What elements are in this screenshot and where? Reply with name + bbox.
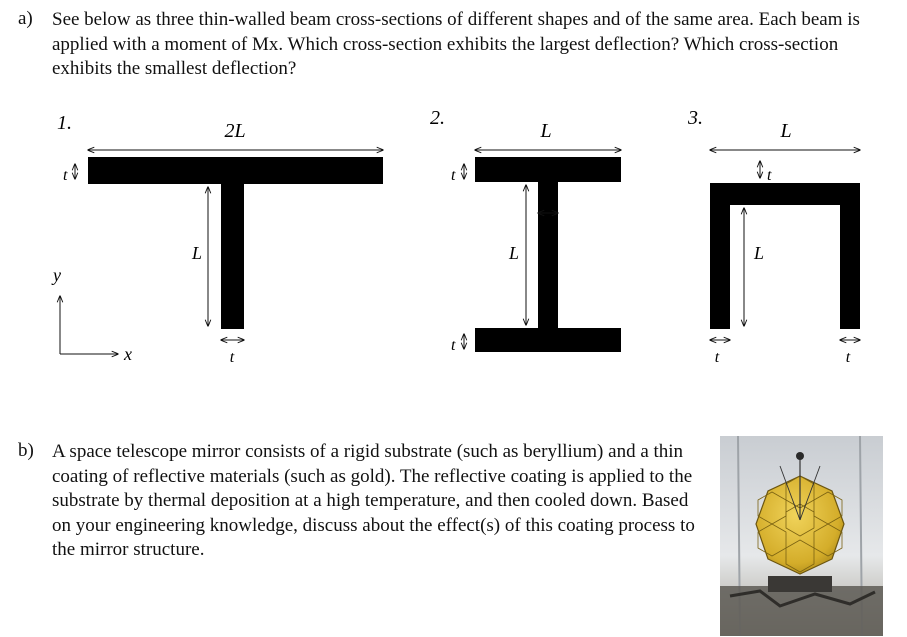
- section-1-thickness-label-bottom: t: [229, 349, 235, 366]
- section-1-thickness-label-top: t: [63, 167, 68, 184]
- question-a-text: See below as three thin-walled beam cross-sections of different shapes and of the same area. Each beam is applied with a moment of Mx. Which cross-section exhibits the largest deflection? Which cross-section exhibits the smallest deflection?: [52, 9, 860, 79]
- photo-mirror-mount: [768, 576, 832, 592]
- section-3-thickness-label-top: t: [767, 167, 772, 184]
- section-3-top-flange: [710, 183, 860, 205]
- question-a-marker: a): [18, 8, 33, 29]
- section-1-number: 1.: [57, 112, 72, 134]
- y-axis-label: y: [53, 265, 61, 285]
- question-b-text: A space telescope mirror consists of a rigid substrate (such as beryllium) and a thin coating of reflective materials (such as gold). The reflective coating is applied to the substrate by thermal deposition at a high temperature, and then cooled down. Based on your engineering knowledge, discuss about the effect(s) of this coating process to the mirror structure.: [52, 441, 695, 560]
- section-3-height-label: L: [753, 243, 765, 263]
- space-telescope-photo: [720, 436, 883, 636]
- i-section: [430, 107, 621, 354]
- coordinate-axes: [51, 265, 132, 364]
- question-b-marker: b): [18, 440, 34, 461]
- section-2-thickness-label-bottom: t: [451, 337, 456, 354]
- section-3-thickness-label-right: t: [845, 349, 851, 366]
- section-1-width-label: 2L: [224, 120, 246, 142]
- t-section: [57, 112, 383, 366]
- u-section: [687, 107, 860, 366]
- section-3-width-label: L: [780, 120, 792, 142]
- section-2-height-label: L: [508, 243, 520, 263]
- section-3-left-leg: [710, 205, 730, 329]
- section-1-web: [221, 184, 244, 329]
- section-2-number: 2.: [430, 107, 445, 129]
- section-2-top-flange: [475, 157, 621, 182]
- section-3-thickness-label-left: t: [714, 349, 720, 366]
- section-3-number: 3.: [688, 107, 703, 129]
- x-axis-label: x: [124, 344, 132, 364]
- section-2-width-label: L: [540, 120, 552, 142]
- section-1-flange: [88, 157, 383, 184]
- section-3-right-leg: [840, 205, 860, 329]
- section-2-thickness-label-top: t: [451, 167, 456, 184]
- section-1-height-label: L: [191, 243, 203, 263]
- section-2-bottom-flange: [475, 328, 621, 352]
- section-2-thickness-label-web: t: [546, 194, 550, 209]
